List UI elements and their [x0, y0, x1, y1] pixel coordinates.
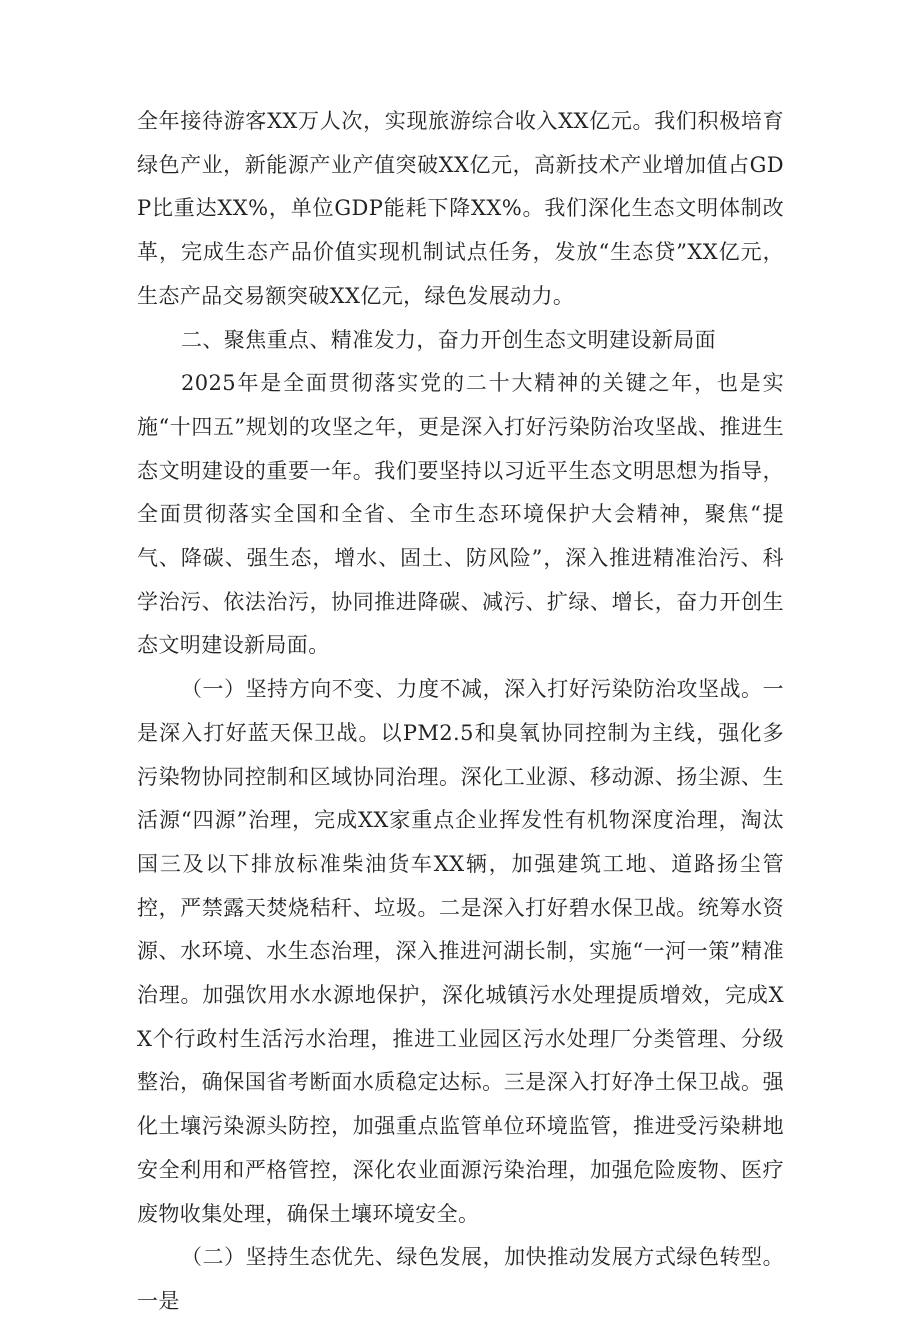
- section-heading-two: 二、聚焦重点、精准发力，奋力开创生态文明建设新局面: [181, 327, 716, 352]
- paragraph-pollution-prevention: （一）坚持方向不变、力度不减，深入打好污染防治攻坚战。一是深入打好蓝天保卫战。以PM2.5和臭氧协同控制为主线，强化多污染物协同控制和区域协同治理。深化工业源、移动源、扬尘源、生活源“四源”治理，完成XX家重点企业挥发性有机物深度治理，淘汰国三及以下排放标准柴油货车XX辆，加强建筑工地、道路扬尘管控，严禁露天焚烧秸秆、垃圾。二是深入打好碧水保卫战。统筹水资源、水环境、水生态治理，深入推进河湖长制，实施“一河一策”精准治理。加强饮用水水源地保护，深化城镇污水处理提质增效，完成XX个行政村生活污水治理，推进工业园区污水处理厂分类管理、分级整治，确保国省考断面水质稳定达标。三是深入打好净土保卫战。强化土壤污染源头防控，加强重点监管单位环境监管，推进受污染耕地安全利用和严格管控，深化农业面源污染治理，加强危险废物、医疗废物收集处理，确保土壤环境安全。: [137, 677, 784, 1226]
- paragraph-2025-overview: 2025年是全面贯彻落实党的二十大精神的关键之年，也是实施“十四五”规划的攻坚之年，更是深入打好污染防治攻坚战、推进生态文明建设的重要一年。我们要坚持以习近平生态文明思想为指导，全面贯彻落实全国和全省、全市生态环境保护大会精神，聚焦“提气、降碳、强生态，增水、固土、防风险”，深入推进精准治污、科学治污、依法治污，协同推进降碳、减污、扩绿、增长，奋力开创生态文明建设新局面。: [137, 371, 784, 658]
- paragraph-tourism-green-industry: 全年接待游客XX万人次，实现旅游综合收入XX亿元。我们积极培育绿色产业，新能源产业产值突破XX亿元，高新技术产业增加值占GDP比重达XX%，单位GDP能耗下降XX%。我们深化生态文明体制改革，完成生态产品价值实现机制试点任务，发放“生态贷”XX亿元，生态产品交易额突破XX亿元，绿色发展动力。: [137, 109, 784, 308]
- paragraph-green-transformation: （二）坚持生态优先、绿色发展，加快推动发展方式绿色转型。一是: [137, 1245, 784, 1313]
